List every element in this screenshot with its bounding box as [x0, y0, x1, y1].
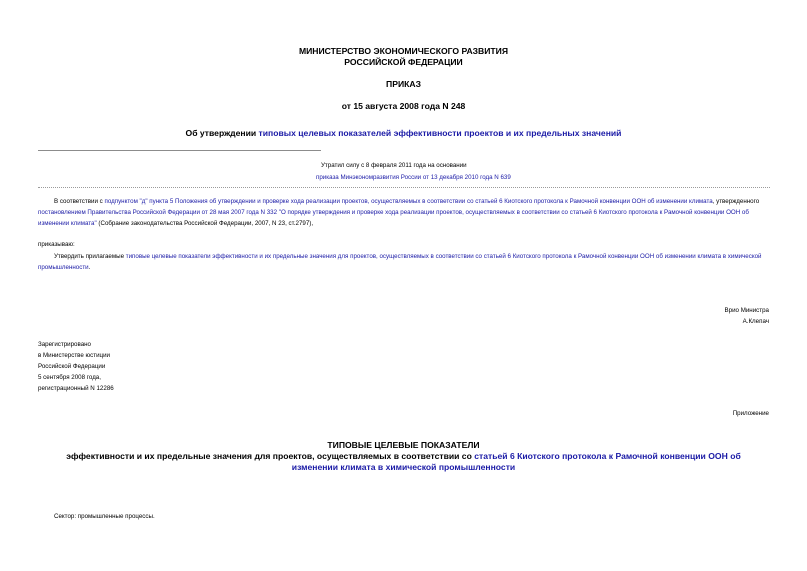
registration-line: Зарегистрировано: [38, 341, 91, 348]
ministry-name-line1: МИНИСТЕРСТВО ЭКОНОМИЧЕСКОГО РАЗВИТИЯ: [298, 46, 509, 56]
appendix-label: Приложение: [732, 410, 769, 417]
status-note: Утратил силу с 8 февраля 2011 года на основании: [321, 162, 467, 169]
document-date-number: от 15 августа 2008 года N 248: [341, 101, 466, 111]
appendix-targets-link[interactable]: типовые целевые показатели эффективности и их предельные значения для проектов, осуществляемых в соответствии со статьей 6 Киотского протокола к Рамочной конвенции ООН об изменении климата в химической промышленности: [38, 253, 762, 271]
government-decree-link[interactable]: постановлением Правительства Российской Федерации от 28 мая 2007 года N 332 "О порядке утверждения и проверке хода реализации проектов, осуществляемых в соответствии со статьей 6 Киотского протокола к Рамочной конвенции ООН об изменении климата": [38, 208, 749, 227]
signature-position: Врио Министра: [724, 307, 769, 314]
kyoto-article-link[interactable]: статьей 6 Киотского протокола к Рамочной конвенции ООН об изменении климата в химической промышленности: [291, 451, 741, 472]
preamble-paragraph: [38, 197, 770, 229]
registration-line: регистрационный N 12286: [38, 385, 114, 392]
status-repeal-link[interactable]: приказа Минэкономразвития России от 13 декабря 2010 года N 639: [316, 174, 511, 181]
document-title: [0, 128, 807, 139]
appendix-subheading-text: эффективности и их предельные значения для проектов, осуществляемых в соответствии со: [66, 451, 475, 461]
sector-line: Сектор: промышленные процессы.: [54, 513, 155, 520]
registration-line: в Министерстве юстиции: [38, 352, 111, 359]
order-text-1: Утвердить прилагаемые: [54, 253, 126, 260]
registration-line: 5 сентября 2008 года,: [38, 374, 101, 381]
preamble-text-2: , утвержденного: [712, 198, 760, 205]
ministry-name-line2: РОССИЙСКОЙ ФЕДЕРАЦИИ: [344, 57, 463, 67]
order-paragraph: [38, 252, 770, 274]
title-divider: [38, 150, 321, 151]
appendix-heading: ТИПОВЫЕ ЦЕЛЕВЫЕ ПОКАЗАТЕЛИ: [327, 440, 480, 450]
document-title-prefix: Об утверждении: [185, 128, 259, 138]
registration-block: [38, 339, 114, 394]
preamble-text-3: (Собрание законодательства Российской Федерации, 2007, N 23, ст.2797),: [96, 219, 314, 227]
document-type: ПРИКАЗ: [386, 79, 421, 89]
signature-name: А.Клепач: [742, 318, 769, 325]
preamble-text-1: В соответствии с: [54, 198, 105, 205]
regulation-clause-link[interactable]: подпунктом "д" пункта 5 Положения об утверждении и проверке хода реализации проектов, осуществляемых в соответствии со статьей 6 Киотского протокола к Рамочной конвенции ООН об изменении климата: [104, 198, 713, 205]
document-title-link[interactable]: типовых целевых показателей эффективности проектов и их предельных значений: [258, 128, 622, 138]
status-divider: [38, 187, 770, 188]
registration-line: Российской Федерации: [38, 363, 106, 370]
order-word: приказываю:: [38, 241, 75, 248]
appendix-subheading: [48, 451, 759, 473]
order-text-2: .: [88, 263, 91, 271]
